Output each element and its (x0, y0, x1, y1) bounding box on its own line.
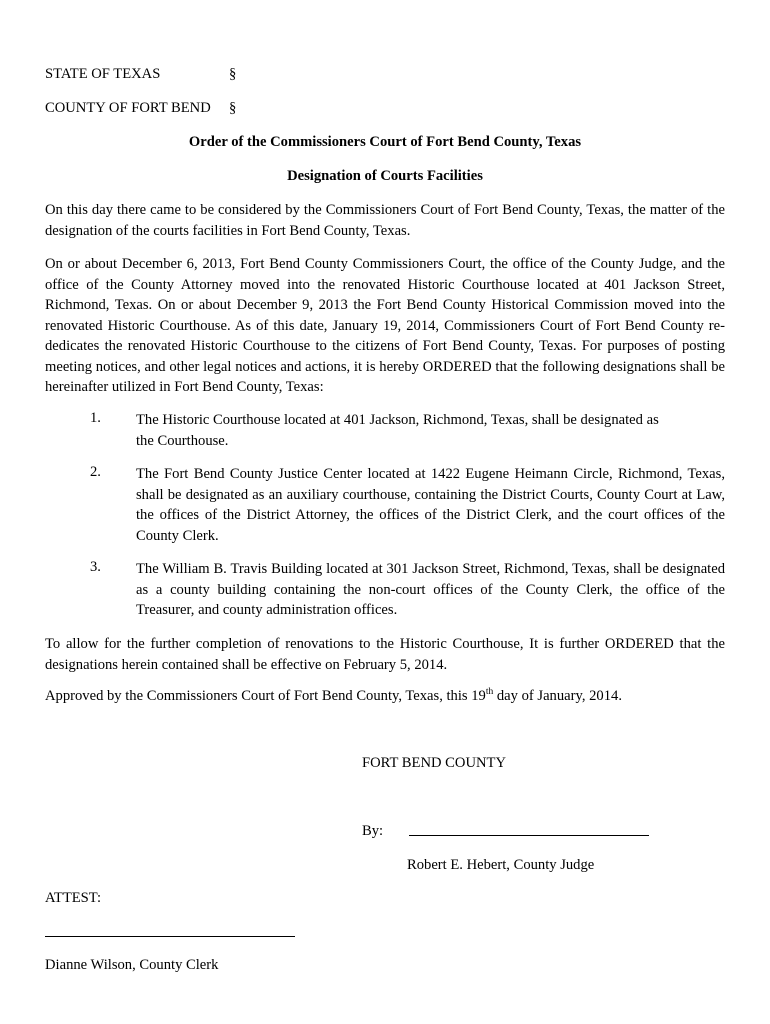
by-label: By: (362, 823, 384, 839)
approval-text-before: Approved by the Commissioners Court of Fort Bend County, Texas, this 19 (45, 688, 486, 704)
attest-label: ATTEST: (45, 890, 102, 906)
item-number: 1. (90, 410, 101, 426)
item-text: The Fort Bend County Justice Center located at 1422 Eugene Heimann Circle, Richmond, Texas, shall be designated as an auxiliary courthouse, containing the District Courts, County Court at Law, the offices of the District Attorney, the offices of the District Clerk, and the court offices of the County Clerk. (136, 466, 725, 544)
intro-paragraph: On this day there came to be considered by the Commissioners Court of Fort Bend County, Texas, the matter of the designation of the courts facilities in Fort Bend County, Texas. (45, 202, 725, 239)
approval-line (45, 688, 622, 705)
approval-text-after: day of January, 2014. (493, 688, 622, 704)
state-label: STATE OF TEXAS (45, 66, 161, 82)
approval-ordinal-suffix: th (485, 687, 494, 698)
document-title: Order of the Commissioners Court of Fort Bend County, Texas (188, 134, 582, 150)
signature-entity: FORT BEND COUNTY (362, 755, 506, 771)
effective-paragraph: To allow for the further completion of renovations to the Historic Courthouse, It is further ORDERED that the designations herein contained shall be effective on February 5, 2014. (45, 636, 725, 673)
state-section-mark: § (229, 66, 237, 82)
judge-signer-name: Robert E. Hebert, County Judge (407, 857, 595, 873)
clerk-signer-name: Dianne Wilson, County Clerk (45, 957, 219, 973)
item-text: The William B. Travis Building located at 301 Jackson Street, Richmond, Texas, shall be designated as a county building containing the non-court offices of the County Clerk, the office of the Treasurer, and county administration offices. (136, 561, 725, 618)
document-subtitle: Designation of Courts Facilities (287, 168, 483, 184)
item-number: 2. (90, 464, 101, 480)
clerk-signature-line (45, 936, 295, 937)
item-number: 3. (90, 559, 101, 575)
background-paragraph: On or about December 6, 2013, Fort Bend County Commissioners Court, the office of the County Judge, and the office of the County Attorney moved into the renovated Historic Courthouse located at 401 Jackson Street, Richmond, Texas. On or about December 9, 2013 the Fort Bend County Historical Commission moved into the renovated Historic Courthouse. As of this date, January 19, 2014, Commissioners Court of Fort Bend County re-dedicates the renovated Historic Courthouse to the citizens of Fort Bend County, Texas. For purposes of posting meeting notices, and other legal notices and actions, it is hereby ORDERED that the following designations shall be hereinafter utilized in Fort Bend County, Texas: (45, 256, 725, 395)
county-section-mark: § (229, 100, 237, 116)
item-text: The Historic Courthouse located at 401 Jackson, Richmond, Texas, shall be designated as the Courthouse. (136, 412, 659, 449)
county-label: COUNTY OF FORT BEND (45, 100, 211, 116)
judge-signature-line (409, 835, 649, 836)
